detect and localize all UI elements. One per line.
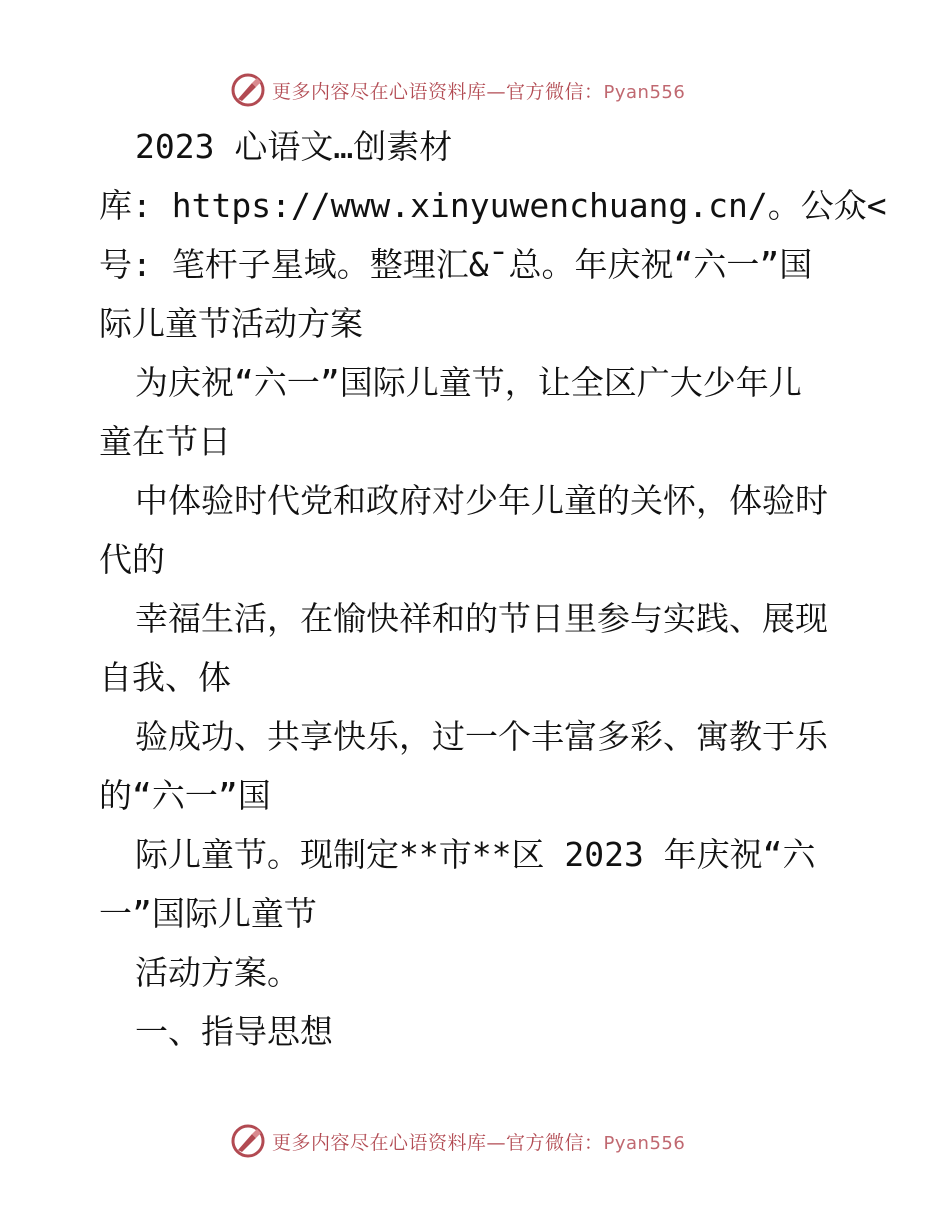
doc-line: 号: 笔杆子星域。整理汇&¯总。年庆祝“六一”国 [99, 245, 813, 284]
doc-line: 2023 心语文…创素材 [135, 127, 453, 166]
doc-line: 验成功、共享快乐，过一个丰富多彩、寓教于乐 [135, 717, 828, 756]
section-heading: 一、指导思想 [135, 1012, 333, 1051]
doc-line: 为庆祝“六一”国际儿童节，让全区广大少年儿 [135, 363, 802, 402]
doc-line: 童在节日 [99, 422, 231, 461]
footer-wechat-id: Pyan556 [603, 1132, 686, 1154]
header-wechat-id: Pyan556 [603, 81, 686, 103]
doc-line: 自我、体 [99, 658, 231, 697]
doc-line: 中体验时代党和政府对少年儿童的关怀，体验时 [135, 481, 828, 520]
header-banner-text [272, 77, 685, 104]
doc-line: 一”国际儿童节 [99, 894, 317, 933]
doc-line: 的“六一”国 [99, 776, 271, 815]
header-banner [230, 70, 685, 110]
doc-line: 幸福生活，在愉快祥和的节日里参与实践、展现 [135, 599, 828, 638]
doc-line: 库: https://www.xinyuwenchuang.cn/。公众< [99, 186, 887, 225]
pen-logo-icon [230, 72, 266, 108]
pen-logo-icon [230, 1123, 266, 1159]
doc-line: 际儿童节活动方案 [99, 304, 363, 343]
footer-banner-text [272, 1128, 685, 1155]
doc-line: 代的 [99, 540, 165, 579]
doc-line: 际儿童节。现制定**市**区 2023 年庆祝“六 [135, 835, 816, 874]
doc-line: 活动方案。 [135, 953, 300, 992]
document-body [99, 122, 887, 1066]
header-banner-label: 更多内容尽在心语资料库—官方微信： [272, 80, 604, 103]
footer-banner [230, 1121, 685, 1161]
footer-banner-label: 更多内容尽在心语资料库—官方微信： [272, 1131, 604, 1154]
